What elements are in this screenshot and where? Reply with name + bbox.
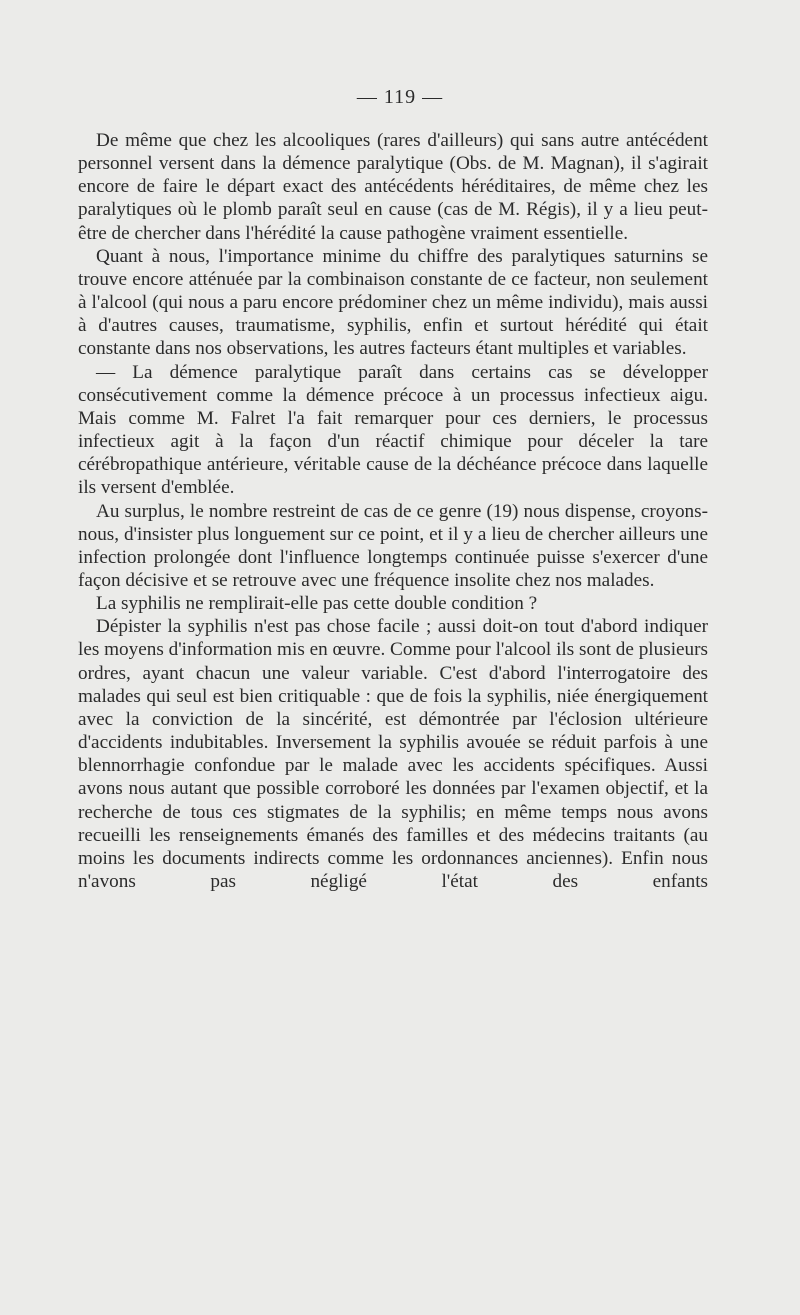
paragraph-1: De même que chez les alcooliques (rares d'ailleurs) qui sans autre antécédent personnel versent dans la démence paralytique (Obs. de M. Magnan), il s'agirait encore de faire le départ exact des antécédents héréditaires, de même chez les paralytiques où le plomb paraît seul en cause (cas de M. Régis), il y a lieu peut-être de chercher dans l'hérédité la cause pathogène vraiment essentielle. [78, 130, 708, 244]
body-text [78, 129, 708, 893]
paragraph-6: Dépister la syphilis n'est pas chose facile ; aussi doit-on tout d'abord indiquer les moyens d'information mis en œuvre. Comme pour l'alcool ils sont de plusieurs ordres, ayant chacun une valeur variable. C'est d'abord l'interrogatoire des malades qui seul est bien critiquable : que de fois la syphilis, niée énergiquement avec la conviction de la sincérité, est démontrée par l'éclosion ultérieure d'accidents indubitables. Inversement la syphilis avouée se réduit parfois à une blennorrhagie confondue par le malade avec les accidents spécifiques. Aussi avons nous autant que possible corroboré les données par l'examen objectif, et la recherche de tous ces stigmates de la syphilis; en même temps nous avons recueilli les renseignements émanés des familles et des médecins traitants (au moins les documents indirects comme les ordonnances anciennes). Enfin nous n'avons pas négligé l'état des enfants [78, 616, 708, 892]
paragraph-4: Au surplus, le nombre restreint de cas de ce genre (19) nous dispense, croyons-nous, d'insister plus longuement sur ce point, et il y a lieu de chercher ailleurs une infection prolongée dont l'influence longtemps continuée puisse s'exercer d'une façon décisive et se retrouve avec une fréquence insolite chez nos malades. [78, 500, 708, 591]
paragraph-3: — La démence paralytique paraît dans certains cas se développer consécutivement comme la démence précoce à un processus infectieux aigu. Mais comme M. Falret l'a fait remarquer pour ces derniers, le processus infectieux agit à la façon d'un réactif chimique pour déceler la tare cérébropathique antérieure, véritable cause de la déchéance précoce dans laquelle ils versent d'emblée. [78, 361, 708, 499]
page-number: — 119 — [356, 86, 444, 108]
paragraph-2: Quant à nous, l'importance minime du chiffre des paralytiques saturnins se trouve encore atténuée par la combinaison constante de ce facteur, non seulement à l'alcool (qui nous a paru encore prédominer chez un même individu), mais aussi à d'autres causes, traumatisme, syphilis, enfin et surtout hérédité qui était constante dans nos observations, les autres facteurs étant multiples et variables. [78, 245, 708, 360]
paragraph-5: La syphilis ne remplirait-elle pas cette double condition ? [96, 593, 538, 615]
